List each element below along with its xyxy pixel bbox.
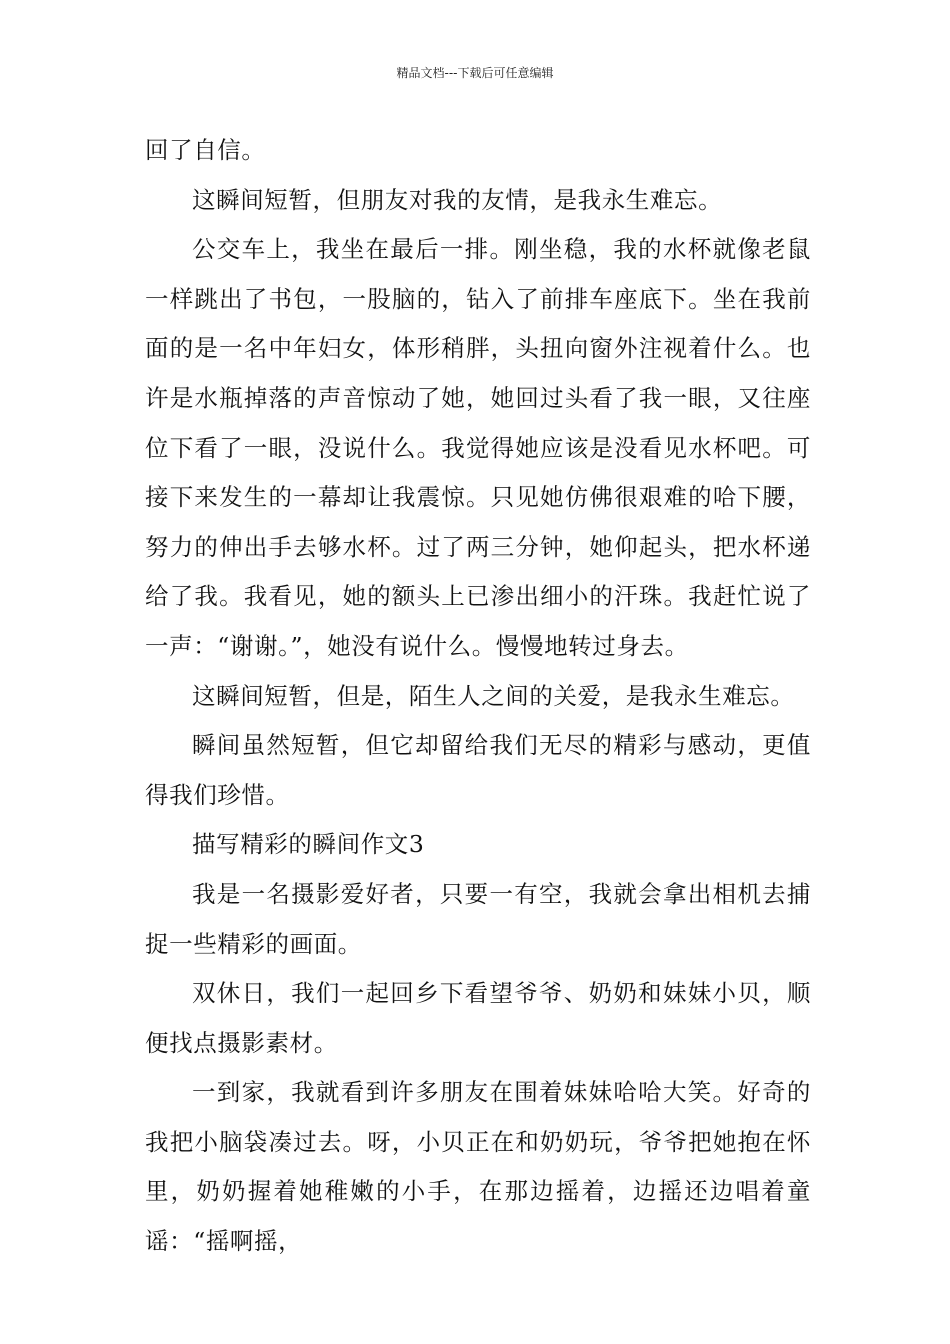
paragraph-2: 这瞬间短暂，但朋友对我的友情，是我永生难忘。 (192, 185, 723, 214)
paragraph-9: 一到家，我就看到许多朋友在围着妹妹哈哈大笑。好奇的我把小脑袋凑过去。呀，小贝正在和奶奶玩，爷爷把她抱在怀里，奶奶握着她稚嫩的小手，在那边摇着，边摇还边唱着童谣：“摇啊摇， (145, 1078, 811, 1256)
page-header: 精品文档---下载后可任意编辑 (396, 66, 554, 80)
section-heading: 描写精彩的瞬间作文3 (192, 830, 425, 859)
paragraph-4: 这瞬间短暂，但是，陌生人之间的关爱，是我永生难忘。 (192, 681, 795, 710)
document-body (145, 126, 811, 1267)
paragraph-5: 瞬间虽然短暂，但它却留给我们无尽的精彩与感动，更值得我们珍惜。 (145, 731, 811, 809)
paragraph-7: 我是一名摄影爱好者，只要一有空，我就会拿出相机去捕捉一些精彩的画面。 (145, 879, 811, 958)
paragraph-3: 公交车上，我坐在最后一排。刚坐稳，我的水杯就像老鼠一样跳出了书包，一股脑的，钻入了前排车座底下。坐在我前面的是一名中年妇女，体形稍胖，头扭向窗外注视着什么。也许是水瓶掉落的声音惊动了她，她回过头看了我一眼，又往座位下看了一眼，没说什么。我觉得她应该是没看见水杯吧。可接下来发生的一幕却让我震惊。只见她仿佛很艰难的哈下腰，努力的伸出手去够水杯。过了两三分钟，她仰起头，把水杯递给了我。我看见，她的额头上已渗出细小的汗珠。我赶忙说了一声：“谢谢。”，她没有说什么。慢慢地转过身去。 (145, 235, 811, 660)
paragraph-1: 回了自信。 (145, 136, 266, 164)
paragraph-8: 双休日，我们一起回乡下看望爷爷、奶奶和妹妹小贝，顺便找点摄影素材。 (145, 979, 811, 1057)
